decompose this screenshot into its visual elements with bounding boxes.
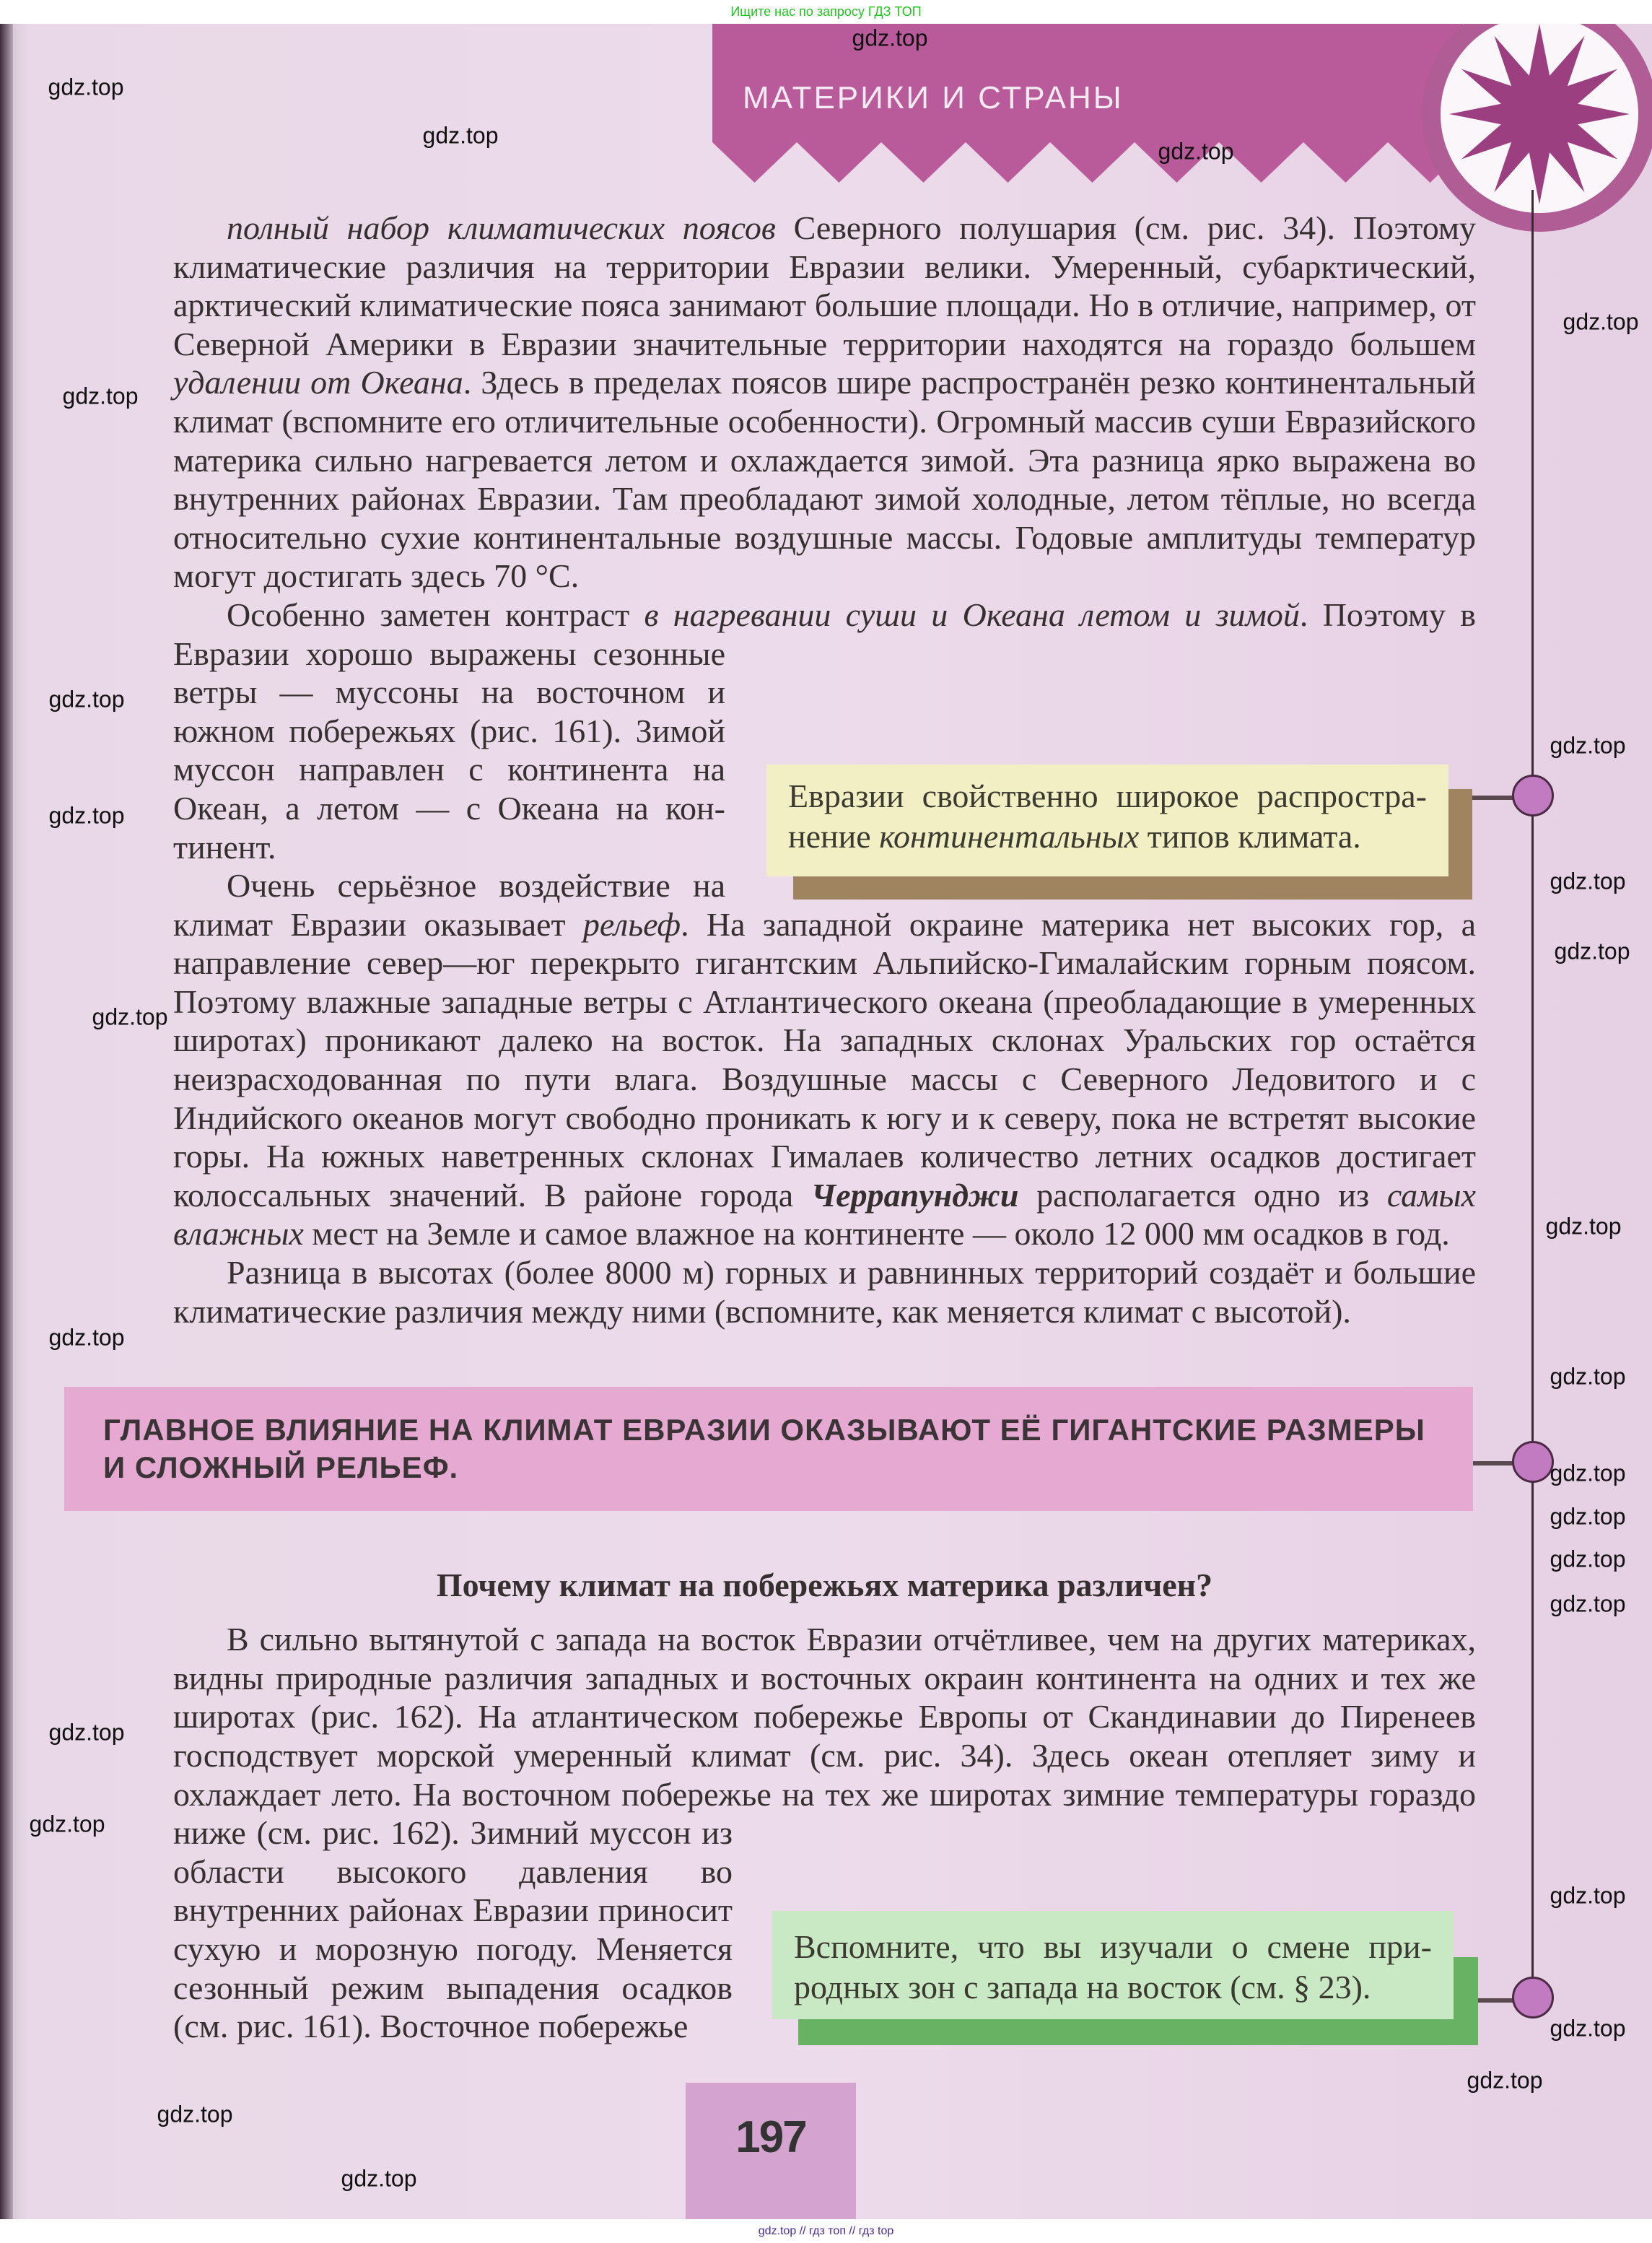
watermark: gdz.top [48,74,124,100]
watermark: gdz.top [1563,308,1639,335]
paragraph [173,866,1476,1253]
timeline-dot [1512,775,1554,816]
callout-float [733,1852,1476,2068]
watermark: gdz.top [1545,1213,1622,1240]
paragraph-text: . Поэтому в Евразии хорошо выражены сезонные ветры — муссоны на восточном и южном побережьях (рис. 161). Зимой муссон направлен с континента на Океан, а летом — с Океана на континент. [173,596,1476,866]
paragraph-text: Северного полушария (см. рис. 34). Поэтому климатические различия на территории Евразии велики. Умеренный, субарктический, арктический климатические пояса занимают большие площади. Но в отличие, например, от Северной Америки в Евразии значительные территории находятся на гораздо большем [173,209,1476,362]
paragraph-text: . На западной окраине материка нет высоких гор, а направление север—юг перекрыто гигантским Альпийско-Гималайским горным поясом. Поэтому влажные западные ветры с Атлантического океана (преобладающие в умеренных широтах) проникают далеко на восток. На западных склонах Уральских гор остаётся неизрасходованная по пути влага. Воздушные массы с Северного Ледовитого и с Индийского океанов могут свободно проникать к югу и к северу, пока не встретят высокие горы. На южных наветренных склонах Гималаев количество летних осадков достигает колоссальных значений. В районе города [173,905,1476,1214]
paragraph-text: Разница в высотах (более 8000 м) горных и равнинных территорий создаёт и большие климатические различия между ними (вспомните, как меняется климат с высотой). [173,1254,1476,1330]
paragraph [173,1253,1476,1330]
callout-recall: Вспомните, что вы изучали о смене природных зон с запада на восток (см. § 23). [772,1911,1454,2019]
watermark: gdz.top [1550,1590,1626,1617]
timeline-line [1531,190,1534,2009]
timeline-dot [1512,1441,1554,1483]
emphasized-text: самых влажных [173,1176,1476,1253]
watermark: gdz.top [48,686,125,713]
watermark: gdz.top [29,1811,105,1837]
watermark: gdz.top [1550,868,1626,894]
textbook-page [0,24,1652,2219]
section-heading: Почему климат на побережьях материка различен? [436,1567,1213,1604]
page-number: 197 [735,2112,806,2162]
watermark: gdz.top [1550,2015,1626,2042]
callout-text: Евразии свойственно широкое распространение [788,777,1427,855]
watermark: gdz.top [1550,732,1626,759]
paragraph-text: В сильно вытянутой с запада на восток Евразии отчётливее, чем на других материках, видны природные различия западных и восточных окраин континента на одних и тех же широтах (рис. 162). На атлантическом побережье Европы от Скандинавии до Пиренеев господствует морской умеренный климат (см. рис. 34). Здесь океан отепляет зиму и охлаждает лето. На восточном побережье на тех же широтах зимние температуры гораздо ниже (см. рис. 162). Зимний муссон из области высокого давления во внутренних районах Евразии приносит сухую и морозную погоду. Меняется сезонный режим выпадения осадков (см. рис. 161). Восточное побережье [173,1621,1476,2045]
paragraph [173,1620,1476,2046]
paragraph-text: . Здесь в пределах поясов шире распространён резко континентальный климат (вспомните его отличительные особенности). Огромный массив суши Евразийского материка сильно нагревается летом и охлаждается зимой. Эта разница ярко выражена во внутренних районах Евразии. Там преобладают зимой холодные, летом тёплые, но всегда относительно сухие континентальные воздушные массы. Годовые амплитуды температур могут достигать здесь 70 °С. [173,364,1477,595]
watermark: gdz.top [1550,1882,1626,1909]
watermark: gdz.top [48,802,125,829]
watermark: gdz.top [62,383,139,409]
watermark: gdz.top [1554,938,1630,964]
emphasized-text: удалении от Океана [173,364,463,401]
paragraph-text: располагается одно из [1018,1176,1387,1214]
paragraph [173,209,1476,596]
paragraph-text: мест на Земле и самое влажное на континенте — около 12 000 мм осадков в год. [303,1215,1450,1253]
emphasized-text: рельеф [582,905,681,943]
section-title: МАТЕРИКИ И СТРАНЫ [743,80,1124,116]
bottom-note: gdz.top // гдз топ // гдз top [758,2225,894,2237]
paragraph-text: Очень серьёзное воздействие на климат Евразии оказывает [173,867,725,943]
top-note: Ищите нас по запросу ГДЗ ТОП [730,4,922,19]
watermark: gdz.top [422,122,499,149]
paragraph-text: Особенно заметен контраст [227,596,644,633]
watermark: gdz.top [48,1324,125,1351]
page-number-box [686,2083,856,2219]
watermark: gdz.top [1550,1363,1626,1390]
emphasized-text: полный набор климатических поясов [227,209,776,246]
banner-connector [1473,1461,1516,1465]
callout-connector [1472,796,1516,800]
watermark: gdz.top [341,2165,417,2192]
watermark: gdz.top [1467,2067,1543,2094]
star-emblem-icon [1420,24,1652,233]
emphasized-text: в нагревании суши и Океана летом и зимой [644,596,1300,633]
page-header [712,24,1463,190]
paragraph [173,596,1476,866]
watermark: gdz.top [1550,1460,1626,1486]
watermark: gdz.top [1158,138,1234,165]
callout-float [725,673,1476,905]
timeline-dot [1512,1977,1554,2018]
callout-continental-climate [766,765,1448,876]
callout-italic-text: континентальных [879,817,1140,855]
watermark: gdz.top [852,25,928,51]
watermark: gdz.top [48,1719,125,1746]
callout-text: типов климата. [1139,817,1361,855]
watermark: gdz.top [1550,1546,1626,1572]
emphasized-text: Черрапунджи [810,1176,1019,1214]
watermark: gdz.top [157,2101,233,2127]
key-statement-banner: ГЛАВНОЕ ВЛИЯНИЕ НА КЛИМАТ ЕВРАЗИИ ОКАЗЫВАЮТ ЕЁ ГИГАНТСКИЕ РАЗМЕРЫ И СЛОЖНЫЙ РЕЛЬЕФ. [64,1387,1473,1511]
watermark: gdz.top [1550,1503,1626,1530]
watermark: gdz.top [92,1003,168,1030]
book-spine-shadow [0,24,13,2219]
